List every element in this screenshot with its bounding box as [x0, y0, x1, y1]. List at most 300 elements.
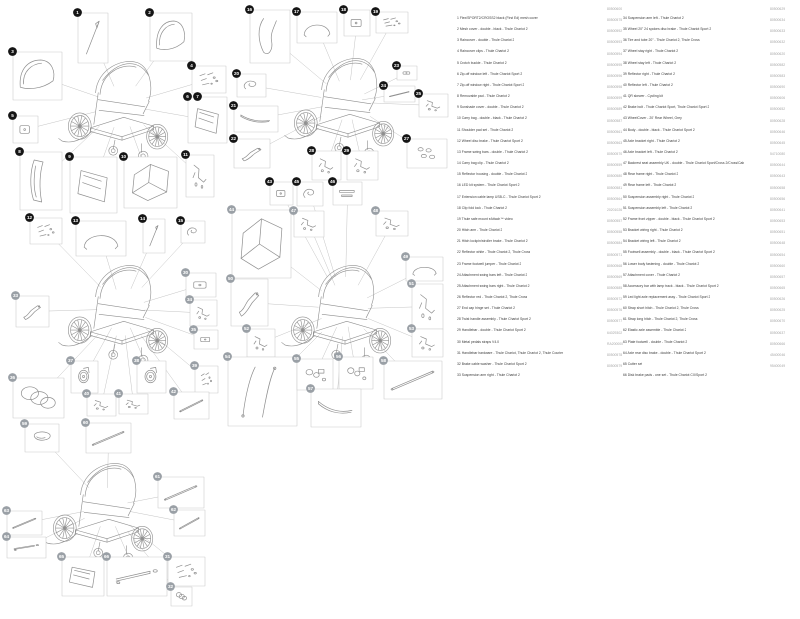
part-link[interactable]: 34 Suspension arm left - Thule Chariot 2 — [623, 16, 684, 20]
part-callout-29 — [342, 146, 351, 155]
svg-text:47: 47 — [290, 208, 297, 214]
svg-text:34: 34 — [186, 297, 193, 303]
part-number: 80500559 — [607, 163, 623, 168]
part-link[interactable]: 38 Wheel stay left - Thule Chariot 2 — [623, 60, 677, 65]
svg-text:56: 56 — [335, 354, 342, 360]
part-callout-42 — [169, 387, 178, 396]
part-thumbnail-box — [107, 557, 167, 596]
part-callout-30 — [181, 268, 190, 277]
part-link[interactable]: 61 Strap long hitch - Thule Chariot 2, Thule Cross — [623, 317, 698, 322]
part-callout-7 — [193, 92, 202, 101]
part-link[interactable]: 9 Sunshade cover - double - Thule Chariot 2 — [457, 105, 524, 110]
part-number: 80500633 — [770, 29, 786, 34]
part-link[interactable]: 47 Backrest seat assembly UK - double - Thule Chariot Sport/Cross 2/Cross/Cab — [623, 161, 745, 166]
part-number: 80500645 — [770, 140, 786, 145]
part-callout-13 — [71, 216, 80, 225]
part-callout-44 — [227, 205, 236, 214]
part-callout-52 — [242, 324, 251, 333]
part-thumbnail-box — [297, 182, 323, 206]
part-callout-14 — [138, 214, 147, 223]
part-thumbnail-box — [297, 12, 337, 43]
part-link[interactable]: 15 Reflector housing - double - Thule Chariot 2 — [457, 172, 528, 177]
part-thumbnail-box — [124, 157, 177, 208]
part-link[interactable]: 2 Mesh cover - double - black - Thule Chariot 2 — [457, 27, 528, 32]
part-number: 80500651 — [770, 230, 786, 235]
part-link[interactable]: 30 Metal pedals straps V4.0 — [457, 339, 500, 344]
part-number: 80500580 — [607, 174, 623, 179]
svg-text:43: 43 — [266, 179, 273, 185]
part-thumbnail-box — [384, 361, 442, 399]
part-thumbnail-box — [192, 66, 226, 93]
part-number: 80500634 — [770, 18, 786, 23]
part-number: 80500593 — [607, 40, 623, 45]
part-number: 80500658 — [770, 185, 786, 190]
part-link[interactable]: 41 QR skewer - Cycling kit — [623, 94, 663, 99]
part-thumbnail-box — [25, 424, 59, 452]
part-callout-2 — [145, 8, 154, 17]
svg-text:60: 60 — [82, 420, 89, 426]
part-thumbnail-box — [62, 557, 104, 596]
svg-text:5: 5 — [11, 113, 14, 119]
part-thumbnail-box — [70, 157, 117, 213]
parts-list-row — [623, 331, 799, 342]
svg-text:62: 62 — [170, 507, 177, 513]
part-callout-57 — [306, 384, 315, 393]
part-link[interactable]: 7 Zip-off window right - Thule Chariot Sport 2 — [457, 82, 525, 87]
svg-text:29: 29 — [343, 148, 350, 154]
part-number: 80500648 — [770, 241, 786, 246]
part-number: 80500670 — [770, 319, 786, 324]
part-number: 80500575 — [607, 18, 623, 23]
part-callout-21 — [229, 101, 238, 110]
part-number: 80500587 — [607, 118, 623, 123]
part-callout-20 — [232, 69, 241, 78]
part-number: 80500564 — [607, 196, 623, 201]
part-thumbnail-box — [13, 116, 38, 143]
part-number: 80500595 — [607, 62, 623, 67]
part-callout-56 — [334, 352, 343, 361]
part-thumbnail-box — [13, 378, 64, 418]
part-link[interactable]: 10 Carry bag - double - black - Thule Chariot 2 — [457, 116, 527, 121]
part-link[interactable]: 17 Extension cable lamp USB-C - Thule Chariot Sport 2 — [457, 194, 541, 199]
part-callout-35 — [189, 325, 198, 334]
part-thumbnail-box — [234, 106, 278, 132]
part-thumbnail-box — [7, 537, 46, 558]
part-thumbnail-box — [232, 210, 291, 278]
part-number: 80500606 — [770, 96, 786, 101]
part-callout-19 — [371, 7, 380, 16]
part-link[interactable]: 29 Handlebar - double - Thule Chariot Sport 2 — [457, 328, 526, 333]
svg-text:35: 35 — [190, 327, 197, 333]
part-thumbnail-box — [247, 329, 275, 357]
part-number: 80500582 — [770, 62, 786, 67]
svg-text:38: 38 — [133, 358, 140, 364]
part-callout-11 — [181, 150, 190, 159]
part-number: 80500641 — [770, 207, 786, 212]
assembly-drawing-5 — [44, 463, 153, 562]
part-link[interactable]: 49 Rear frame left - Thule Chariot 2 — [623, 183, 677, 188]
part-link[interactable]: 58 Accessory bar with lamp track - black - Thule Chariot Sport 2 — [623, 283, 719, 288]
svg-text:42: 42 — [170, 389, 177, 395]
part-link[interactable]: 26 Reflector red - Thule Chariot 2, Thule Cross — [457, 295, 528, 299]
part-thumbnail-box — [339, 357, 373, 389]
part-thumbnail-box — [158, 477, 204, 508]
part-callout-41 — [114, 389, 123, 398]
part-link[interactable]: 59 Led light axle replacement assy - Thule Chariot Sport 2 — [623, 295, 711, 299]
part-number: 64029302 — [607, 330, 623, 335]
part-thumbnail-box — [407, 139, 447, 168]
svg-text:24: 24 — [380, 83, 387, 89]
part-callout-10 — [119, 152, 128, 161]
part-callout-65 — [57, 552, 66, 561]
part-thumbnail-box — [174, 392, 209, 419]
part-callout-8 — [15, 147, 24, 156]
part-callout-40 — [82, 389, 91, 398]
part-link[interactable]: 24 Attachment swing bars left - Thule Chariot 2 — [457, 272, 528, 277]
part-thumbnail-box — [171, 587, 192, 606]
part-link[interactable]: 54 Bracket wiring left - Thule Chariot 2 — [623, 239, 681, 244]
part-callout-15 — [176, 216, 185, 225]
part-callout-1 — [73, 8, 82, 17]
svg-text:16: 16 — [246, 7, 253, 13]
svg-text:53: 53 — [408, 326, 415, 332]
part-callout-50 — [226, 274, 235, 283]
part-callout-25 — [414, 89, 423, 98]
svg-text:58: 58 — [380, 358, 387, 364]
part-thumbnail-box — [344, 10, 370, 36]
part-link[interactable]: 45 Axle bracket right - Thule Chariot 2 — [623, 138, 680, 143]
part-callout-9 — [65, 152, 74, 161]
part-number: 80500625 — [770, 308, 786, 313]
svg-text:30: 30 — [182, 270, 189, 276]
svg-text:65: 65 — [58, 554, 65, 560]
part-link[interactable]: 57 Attachment cover - Thule Chariot 2 — [623, 272, 681, 277]
part-link[interactable]: 11 Shoulder pad set - Thule Chariot 2 — [457, 127, 514, 132]
part-link[interactable]: 4 Raincover clips - Thule Chariot 2 — [457, 49, 509, 54]
part-number: 45400046 — [770, 352, 786, 357]
part-number: 80500599 — [607, 96, 623, 101]
svg-text:21: 21 — [230, 103, 237, 109]
part-thumbnail-box — [250, 10, 290, 63]
part-thumbnail-box — [188, 97, 227, 143]
part-link[interactable]: 22 Reflector white - Thule Chariot 2, Thule Cross — [457, 250, 531, 255]
part-callout-59 — [20, 419, 29, 428]
part-thumbnail-box — [168, 557, 205, 586]
part-link[interactable]: 55 Footwell assembly - double - black - Thule Chariot Sport 2 — [623, 250, 715, 255]
part-number: 54710080 — [770, 152, 786, 157]
part-thumbnail-box — [294, 211, 324, 237]
part-link[interactable]: 65 Cutter set — [623, 361, 643, 366]
part-callout-4 — [187, 61, 196, 70]
svg-text:25: 25 — [415, 91, 422, 97]
part-thumbnail-box — [190, 300, 217, 326]
part-callout-17 — [292, 7, 301, 16]
part-thumbnail-box — [174, 510, 205, 536]
part-link[interactable]: 60 Strap short hitch - Thule Chariot 2, Thule Cross — [623, 306, 699, 311]
part-link[interactable]: 50 Suspension assembly right - Thule Chariot 2 — [623, 194, 695, 199]
part-link[interactable]: 27 End cap hinge set - Thule Chariot 2 — [457, 306, 515, 311]
part-link[interactable]: 19 Thule safe mount eAttach™ video — [457, 216, 513, 221]
part-number: 80500643 — [770, 174, 786, 179]
svg-text:51: 51 — [408, 281, 415, 287]
part-callout-49 — [401, 252, 410, 261]
part-callout-45 — [292, 177, 301, 186]
parts-list-row — [457, 186, 625, 197]
svg-text:49: 49 — [402, 254, 409, 260]
part-number: 80500585 — [607, 286, 623, 290]
part-callout-60 — [81, 418, 90, 427]
part-thumbnail-box — [86, 423, 131, 453]
svg-text:17: 17 — [293, 9, 300, 15]
svg-text:45: 45 — [293, 179, 300, 185]
svg-text:6: 6 — [186, 94, 189, 100]
part-link[interactable]: 21 Hitch lockpin/stroller brake - Thule Chariot 2 — [457, 239, 528, 244]
part-link[interactable]: 40 Reflector left - Thule Chariot 2 — [623, 82, 673, 87]
part-link[interactable]: 32 Brake cable washer - Thule Chariot Sport 2 — [457, 361, 527, 366]
parts-list-row — [457, 7, 625, 18]
part-number: 80500581 — [607, 185, 623, 190]
part-callout-33 — [11, 291, 20, 300]
part-link[interactable]: 31 Handlebar hardware - Thule Chariot, Thule Chariot 2, Thule Courier — [457, 350, 564, 355]
part-link[interactable]: 20 Hitch arm - Thule Chariot 2 — [457, 228, 503, 233]
part-link[interactable]: 16 LED kit system - Thule Chariot Sport 2 — [457, 183, 520, 188]
part-number: 80500652 — [770, 107, 786, 112]
part-thumbnail-box — [13, 52, 62, 100]
part-callout-54 — [223, 352, 232, 361]
part-thumbnail-box — [412, 329, 443, 357]
part-callout-43 — [265, 177, 274, 186]
part-number: 80500571 — [607, 252, 623, 257]
assembly-drawing-1 — [59, 61, 168, 160]
part-callout-24 — [379, 81, 388, 90]
part-callout-51 — [407, 279, 416, 288]
part-thumbnail-box — [311, 389, 361, 427]
part-link[interactable]: 12 Wheel disc brake - Thule Chariot Sport 2 — [457, 138, 523, 143]
part-callout-38 — [132, 356, 141, 365]
part-number: 80500557 — [607, 219, 623, 224]
part-number: 80500666 — [770, 341, 786, 346]
part-link[interactable]: 62 Elastic axle assemble - Thule Chariot 2 — [623, 328, 687, 333]
svg-text:19: 19 — [372, 9, 379, 15]
svg-text:8: 8 — [18, 149, 21, 155]
svg-text:10: 10 — [120, 154, 127, 160]
part-callout-48 — [371, 206, 380, 215]
part-link[interactable]: 53 Bracket wiring right - Thule Chariot 2 — [623, 228, 683, 233]
part-number: 80500646 — [770, 129, 786, 134]
svg-text:12: 12 — [26, 215, 33, 221]
part-link[interactable]: 46 Axle bracket left - Thule Chariot 2 — [623, 149, 678, 154]
svg-text:15: 15 — [177, 218, 184, 224]
part-link[interactable]: 13 Frame swing bars - double - Thule Chariot 2 — [457, 149, 528, 154]
svg-text:4: 4 — [190, 63, 193, 69]
part-link[interactable]: 28 Twist handle assembly - Thule Chariot Sport 2 — [457, 317, 531, 322]
part-thumbnail-box — [333, 182, 362, 205]
part-callout-63 — [2, 506, 11, 515]
part-thumbnail-box — [347, 151, 378, 180]
part-link[interactable]: 37 Wheel stay right - Thule Chariot 2 — [623, 49, 679, 54]
part-link[interactable]: 25 Attachment swing bars right - Thule Chariot 2 — [457, 283, 530, 288]
svg-text:52: 52 — [243, 326, 250, 332]
svg-text:28: 28 — [308, 148, 315, 154]
part-link[interactable]: 63 Plate footwell - double - Thule Chariot 2 — [623, 339, 688, 344]
svg-text:22: 22 — [230, 136, 237, 142]
part-number: 80500654 — [770, 252, 786, 257]
part-number: 80500660 — [770, 263, 786, 268]
part-callout-53 — [407, 324, 416, 333]
svg-text:3: 3 — [11, 49, 14, 55]
part-thumbnail-box — [186, 155, 214, 197]
svg-text:55: 55 — [293, 356, 300, 362]
part-callout-62 — [169, 505, 178, 514]
part-link[interactable]: 6 Zip-off window left - Thule Chariot Sport 2 — [457, 71, 523, 76]
part-link[interactable]: 42 Brake bolt - Thule Chariot Sport, Thule Chariot Sport 2 — [623, 105, 710, 110]
part-number: 80500628 — [770, 118, 786, 123]
part-number: 80500578 — [607, 352, 623, 357]
part-callout-16 — [245, 5, 254, 14]
part-number: 80500690 — [770, 85, 786, 90]
svg-text:7: 7 — [196, 94, 199, 100]
part-link[interactable]: 3 Raincover - double - Thule Chariot 2 — [457, 38, 515, 43]
part-thumbnail-box — [376, 12, 408, 33]
parts-list-row — [457, 119, 625, 130]
part-thumbnail-box — [150, 13, 192, 61]
part-thumbnail-box — [194, 330, 218, 349]
part-callout-64 — [2, 532, 11, 541]
part-callout-36 — [8, 373, 17, 382]
part-link[interactable]: 1 Flex/SPORT2/CROSS2 black (First Ed) mesh cover — [457, 16, 538, 20]
part-thumbnail-box — [406, 257, 443, 281]
assembly-drawing-4 — [282, 265, 391, 364]
part-number: 80500583 — [770, 73, 786, 78]
part-callout-39 — [190, 361, 199, 370]
part-thumbnail-box — [20, 152, 62, 210]
part-thumbnail-box — [312, 151, 341, 180]
svg-text:14: 14 — [139, 216, 146, 222]
part-link[interactable]: 52 Frame front zipper - double - black - Thule Chariot Sport 2 — [623, 216, 715, 221]
part-thumbnail-box — [270, 182, 293, 205]
part-link[interactable]: 18 Clip fold lock - Thule Chariot 2 — [457, 205, 508, 210]
part-number: RA200000 — [607, 341, 624, 346]
part-number: 80500665 — [770, 286, 786, 290]
svg-text:1: 1 — [76, 10, 79, 16]
svg-text:13: 13 — [72, 218, 79, 224]
part-link[interactable]: 5 Crotch buckle - Thule Chariot 2 — [457, 60, 507, 65]
parts-list-row — [623, 7, 799, 18]
part-link[interactable]: 36 Tire and tube 20" - Thule Chariot 2, Thule Cross — [623, 38, 700, 43]
part-link[interactable]: 44 Body - double - black - Thule Chariot Sport 2 — [623, 127, 695, 132]
svg-text:40: 40 — [83, 391, 90, 397]
part-link[interactable]: 43 WheelCover - 20' Rear Wheel, Grey — [623, 116, 682, 121]
parts-list-row — [623, 119, 799, 130]
part-callout-47 — [289, 206, 298, 215]
part-number: 80500629 — [770, 7, 786, 11]
part-number: 80500568 — [607, 263, 623, 268]
part-callout-12 — [25, 213, 34, 222]
svg-text:41: 41 — [115, 391, 122, 397]
part-link[interactable]: 14 Carry bag clip - Thule Chariot 2 — [457, 161, 509, 166]
part-link[interactable]: 56 Lower body fastening - double - Thule Chariot 2 — [623, 261, 700, 266]
part-callout-34 — [185, 295, 194, 304]
part-link[interactable]: 64 Axle rear disc brake - double - Thule Chariot Sport 2 — [623, 350, 706, 355]
svg-text:46: 46 — [329, 179, 336, 185]
part-link[interactable]: 33 Suspension arm right - Thule Chariot 2 — [457, 373, 520, 378]
part-callout-3 — [8, 47, 17, 56]
part-number: 80500561 — [607, 129, 623, 134]
part-thumbnail-box — [376, 211, 408, 236]
part-link[interactable]: 35 Wheel 20" 24 spokes disc brake - Thule Chariot Sport 2 — [623, 27, 712, 32]
svg-text:64: 64 — [3, 534, 10, 540]
part-callout-6 — [183, 92, 192, 101]
part-thumbnail-box — [237, 74, 266, 97]
svg-text:20: 20 — [233, 71, 240, 77]
part-thumbnail-box — [143, 219, 165, 253]
part-callout-58 — [379, 356, 388, 365]
part-callout-5 — [8, 111, 17, 120]
assembly-drawing-2 — [285, 58, 394, 157]
part-callout-32 — [166, 582, 175, 591]
part-callout-66 — [102, 552, 111, 561]
part-number: 80500558 — [607, 230, 623, 235]
part-number: 80500598 — [607, 85, 623, 90]
svg-text:48: 48 — [372, 208, 379, 214]
svg-text:61: 61 — [154, 474, 161, 480]
part-number: 80500572 — [607, 297, 623, 302]
svg-text:27: 27 — [403, 136, 410, 142]
part-link[interactable]: 51 Suspension assembly left - Thule Chariot 2 — [623, 205, 693, 210]
part-number: 80500592 — [607, 29, 623, 34]
part-number: 80500589 — [607, 107, 623, 112]
svg-text:54: 54 — [224, 354, 231, 360]
part-link[interactable]: 66 Disk brake pads - one set - Thule Chariot CX/Sport 2 — [623, 373, 707, 378]
part-thumbnail-box — [181, 221, 205, 243]
part-thumbnail-box — [297, 359, 333, 390]
parts-list-row — [623, 186, 799, 197]
svg-text:50: 50 — [227, 276, 234, 282]
part-number: 80500577 — [607, 319, 623, 324]
part-number: 80500569 — [607, 274, 623, 279]
part-number: 80500576 — [607, 308, 623, 313]
parts-list-row — [457, 253, 625, 264]
svg-text:31: 31 — [164, 554, 171, 560]
svg-text:37: 37 — [67, 358, 74, 364]
part-number: 80500600 — [607, 7, 623, 11]
part-callout-18 — [339, 5, 348, 14]
part-callout-37 — [66, 356, 75, 365]
svg-text:63: 63 — [3, 508, 10, 514]
part-callout-27 — [402, 134, 411, 143]
part-number: 80500620 — [770, 51, 786, 56]
part-number: 80500657 — [770, 274, 786, 279]
svg-text:33: 33 — [12, 293, 19, 299]
part-link[interactable]: 23 Frame footwell jumper - Thule Chariot 2 — [457, 261, 522, 266]
part-callout-55 — [292, 354, 301, 363]
part-thumbnail-box — [16, 296, 49, 327]
part-callout-28 — [307, 146, 316, 155]
svg-text:23: 23 — [393, 63, 400, 69]
part-callout-31 — [163, 552, 172, 561]
part-thumbnail-box — [195, 366, 218, 393]
part-number: 80500579 — [607, 364, 623, 369]
part-thumbnail-box — [76, 221, 126, 256]
part-callout-46 — [328, 177, 337, 186]
part-link[interactable]: 8 Removable pad - Thule Chariot 2 — [457, 94, 510, 99]
parts-list-row — [623, 253, 799, 264]
part-link[interactable]: 39 Reflector right - Thule Chariot 2 — [623, 71, 675, 76]
part-number: 80500637 — [770, 330, 786, 335]
part-number: 80500584 — [607, 241, 623, 246]
part-link[interactable]: 48 Rear frame right - Thule Chariot 2 — [623, 172, 679, 177]
part-callout-23 — [392, 61, 401, 70]
